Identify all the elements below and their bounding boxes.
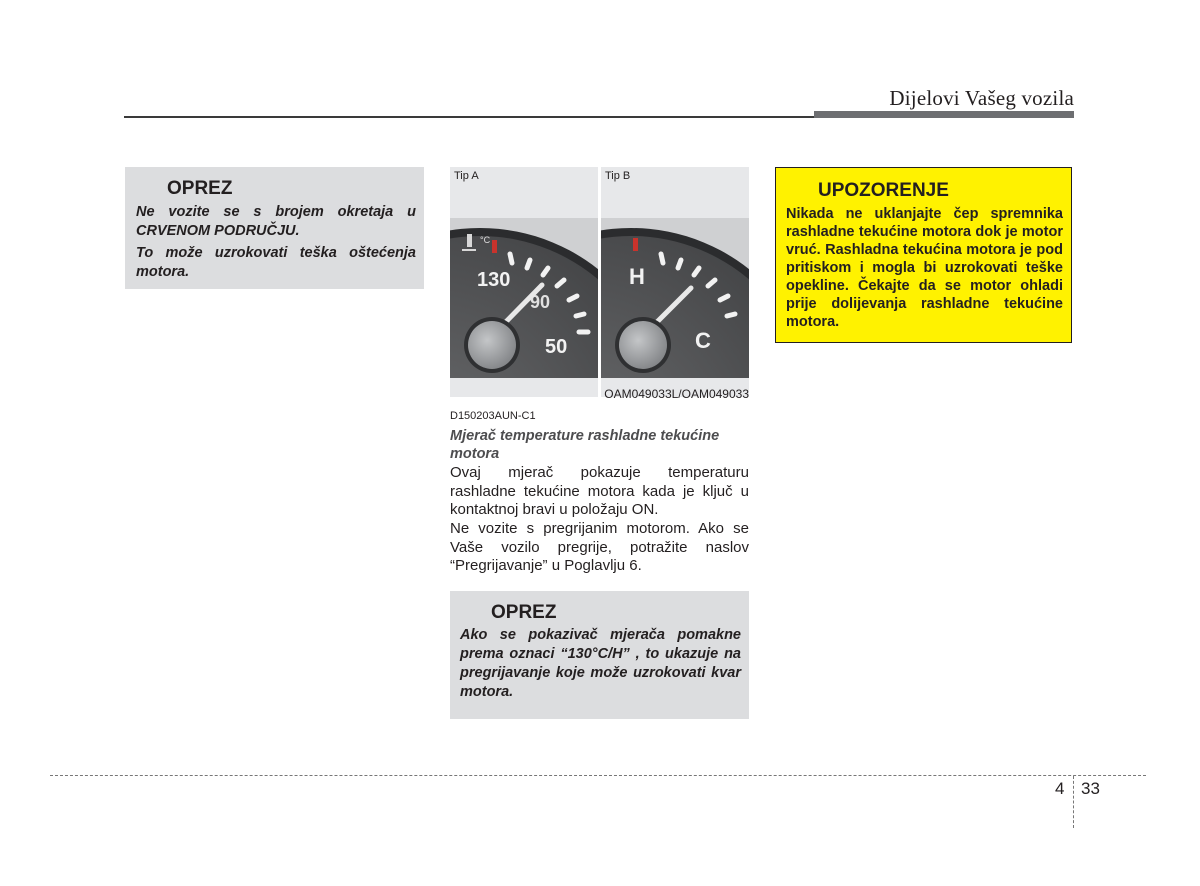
gauge-mark-50: 50 xyxy=(545,336,568,358)
warning-text: Nikada ne uklanjajte čep spremnika rashladne tekućine motora dok je motor vruć. Rashladna tekućina motora je pod pritiskom i mogla bi uzrokovati teške opekline. Čekajte da se motor ohladi prije dolijevanja rashladne tekućine motora. xyxy=(786,206,1063,330)
photo-label-type-b: Tip B xyxy=(605,170,631,182)
gauge-mark-c: C xyxy=(695,328,711,353)
gauge-mark-h: H xyxy=(629,264,645,289)
header-rule xyxy=(124,116,814,118)
gauge-mark-130: 130 xyxy=(477,269,511,291)
temperature-gauge-b-image xyxy=(601,218,749,378)
warning-title: UPOZORENJE xyxy=(818,180,949,201)
caution-box-rpm xyxy=(125,167,424,289)
section-code: D150203AUN-C1 xyxy=(450,410,536,422)
caution-title: OPREZ xyxy=(491,602,557,623)
caution-line-2: To može uzrokovati teška oštećenja motora. xyxy=(136,245,416,280)
footer-page-divider xyxy=(1073,776,1074,828)
body-paragraph-1: Ovaj mjerač pokazuje temperaturu rashladne tekućine motora kada je ključ u kontaktnoj bravi u položaju ON. xyxy=(450,464,749,518)
caution-text: Ako se pokazivač mjerača pomakne prema oznaci “130°C/H” , to ukazuje na pregrijavanje koje može uzrokovati kvar motora. xyxy=(460,627,741,700)
gauge-mark-90: 90 xyxy=(530,292,551,312)
section-heading: Mjerač temperature rashladne tekućine motora xyxy=(450,428,720,462)
svg-text:°C: °C xyxy=(480,235,491,245)
gauge-hub xyxy=(468,321,516,369)
caution-box-overheat xyxy=(450,591,749,719)
caution-title: OPREZ xyxy=(167,178,233,199)
gauge-photo-type-a xyxy=(450,167,598,397)
page-number: 33 xyxy=(1081,779,1100,798)
caution-text xyxy=(136,203,416,285)
chapter-number: 4 xyxy=(1055,779,1065,798)
caution-line-1: Ne vozite se s brojem okretaja u CRVENOM PODRUČJU. xyxy=(136,204,416,239)
coolant-symbol-icon xyxy=(467,234,472,247)
footer-divider xyxy=(50,775,1146,776)
gauge-photo-type-b xyxy=(601,167,749,397)
red-zone-marker xyxy=(492,240,497,253)
gauge-hub xyxy=(619,321,667,369)
red-zone-marker xyxy=(633,238,638,251)
figure-reference: OAM049033L/OAM049033 xyxy=(604,387,749,401)
page-header-title: Dijelovi Vašeg vozila xyxy=(889,86,1074,110)
warning-box xyxy=(775,167,1072,343)
photo-label-type-a: Tip A xyxy=(454,170,479,182)
body-paragraph-2: Ne vozite s pregrijanim motorom. Ako se Vaše vozilo pregrije, potražite naslov “Pregrijavanje” u Poglavlju 6. xyxy=(450,520,749,574)
header-rule-accent xyxy=(814,111,1074,118)
temperature-gauge-a-image xyxy=(450,218,598,378)
